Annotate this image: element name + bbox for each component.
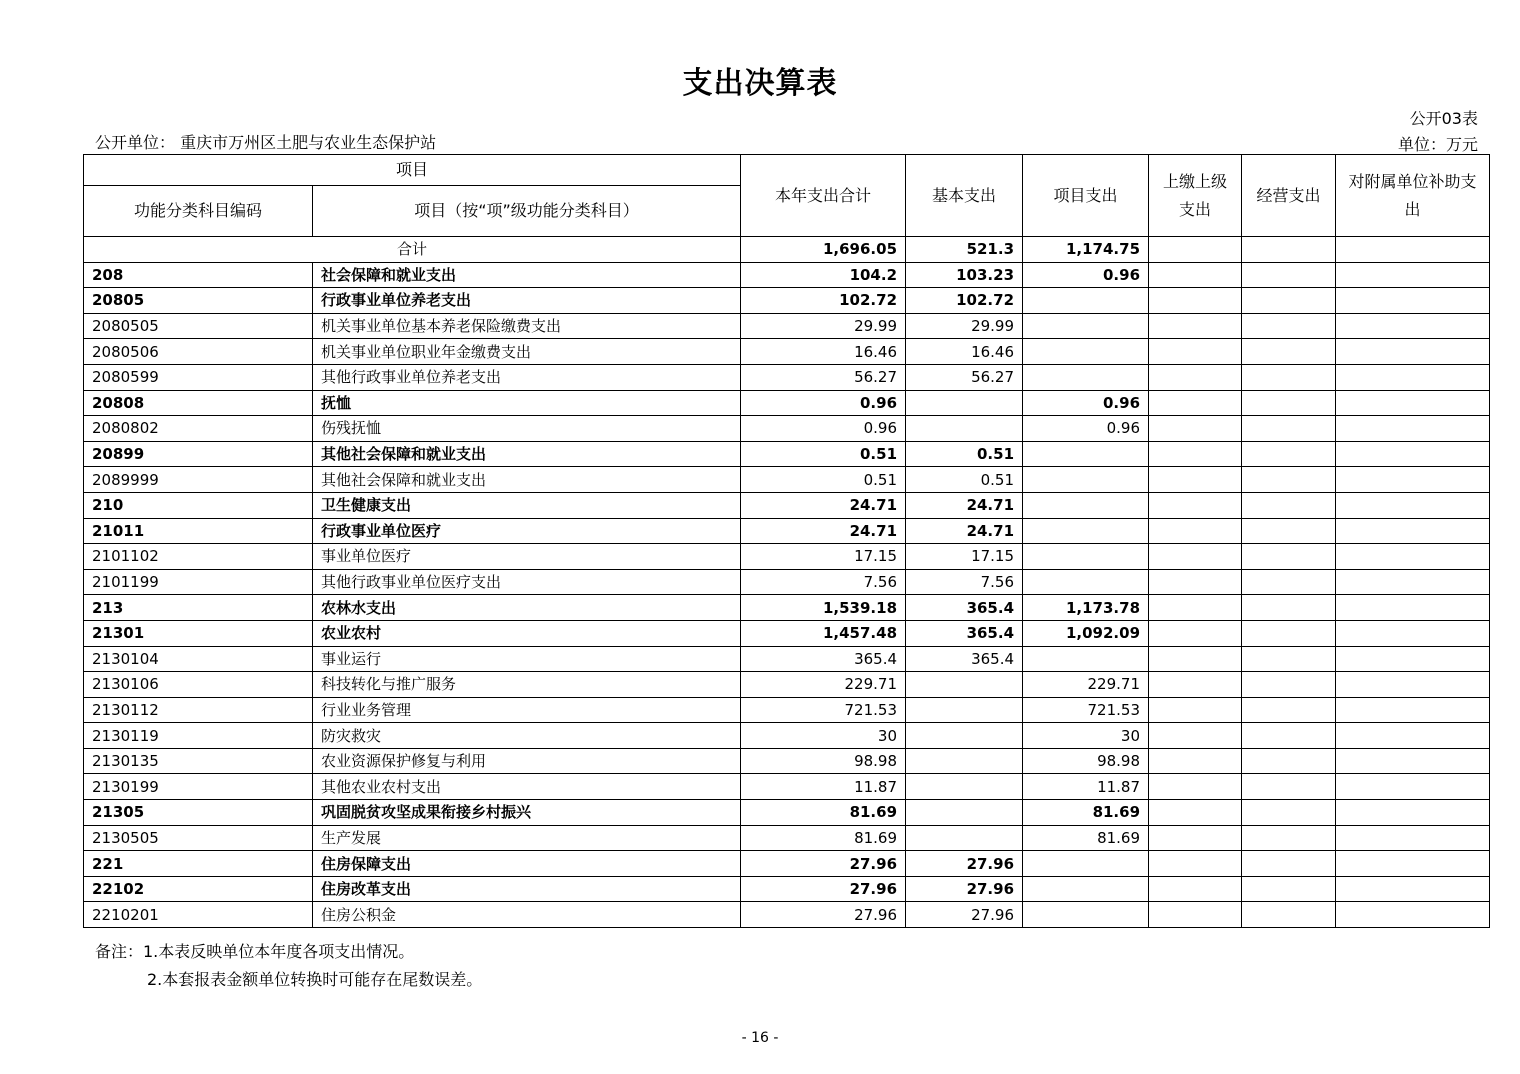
row-code: 2080506 [84, 339, 313, 365]
row-subsidy [1336, 851, 1490, 877]
row-subsidy [1336, 697, 1490, 723]
row-project [1023, 646, 1149, 672]
row-project: 81.69 [1023, 825, 1149, 851]
header-upper: 上缴上级支出 [1149, 155, 1242, 237]
row-total: 104.2 [741, 262, 906, 288]
row-upper [1149, 544, 1242, 570]
row-name: 科技转化与推广服务 [313, 672, 741, 698]
row-total: 29.99 [741, 313, 906, 339]
row-business [1242, 851, 1336, 877]
row-business [1242, 416, 1336, 442]
row-code: 2130135 [84, 748, 313, 774]
total-row [84, 237, 1490, 263]
row-business [1242, 313, 1336, 339]
row-total: 102.72 [741, 288, 906, 314]
row-subsidy [1336, 416, 1490, 442]
row-subsidy [1336, 620, 1490, 646]
table-row [84, 518, 1490, 544]
row-name: 其他社会保障和就业支出 [313, 441, 741, 467]
header-code: 功能分类科目编码 [84, 186, 313, 237]
row-project: 0.96 [1023, 262, 1149, 288]
total-amount: 1,696.05 [741, 237, 906, 263]
row-total: 1,539.18 [741, 595, 906, 621]
row-subsidy [1336, 313, 1490, 339]
row-basic [906, 800, 1023, 826]
row-upper [1149, 595, 1242, 621]
row-basic: 27.96 [906, 851, 1023, 877]
table-row [84, 595, 1490, 621]
currency-unit: 单位：万元 [1397, 135, 1478, 154]
row-code: 2210201 [84, 902, 313, 928]
row-name: 事业单位医疗 [313, 544, 741, 570]
row-project [1023, 569, 1149, 595]
row-upper [1149, 288, 1242, 314]
row-subsidy [1336, 876, 1490, 902]
row-code: 21301 [84, 620, 313, 646]
row-subsidy [1336, 774, 1490, 800]
row-subsidy [1336, 646, 1490, 672]
row-business [1242, 262, 1336, 288]
row-project [1023, 851, 1149, 877]
page-number: - 16 - [741, 1030, 779, 1046]
row-upper [1149, 774, 1242, 800]
row-subsidy [1336, 339, 1490, 365]
row-subsidy [1336, 467, 1490, 493]
row-total: 24.71 [741, 518, 906, 544]
row-name: 行政事业单位医疗 [313, 518, 741, 544]
table-row [84, 441, 1490, 467]
row-code: 2101199 [84, 569, 313, 595]
row-business [1242, 518, 1336, 544]
total-upper [1149, 237, 1242, 263]
row-upper [1149, 851, 1242, 877]
table-row [84, 748, 1490, 774]
row-total: 98.98 [741, 748, 906, 774]
row-name: 卫生健康支出 [313, 492, 741, 518]
row-business [1242, 672, 1336, 698]
row-name: 抚恤 [313, 390, 741, 416]
row-business [1242, 646, 1336, 672]
row-project: 81.69 [1023, 800, 1149, 826]
row-upper [1149, 313, 1242, 339]
row-upper [1149, 441, 1242, 467]
row-code: 2130119 [84, 723, 313, 749]
row-basic [906, 825, 1023, 851]
row-business [1242, 876, 1336, 902]
table-row [84, 492, 1490, 518]
row-name: 其他行政事业单位医疗支出 [313, 569, 741, 595]
row-total: 0.96 [741, 390, 906, 416]
row-code: 2130104 [84, 646, 313, 672]
row-upper [1149, 825, 1242, 851]
row-basic [906, 416, 1023, 442]
row-basic: 103.23 [906, 262, 1023, 288]
table-row [84, 672, 1490, 698]
row-name: 防灾救灾 [313, 723, 741, 749]
row-total: 229.71 [741, 672, 906, 698]
table-row [84, 364, 1490, 390]
row-upper [1149, 672, 1242, 698]
row-name: 生产发展 [313, 825, 741, 851]
table-row [84, 390, 1490, 416]
row-upper [1149, 902, 1242, 928]
page-title: 支出决算表 [682, 66, 838, 101]
row-basic: 56.27 [906, 364, 1023, 390]
expenditure-table [83, 154, 1490, 928]
row-name: 住房公积金 [313, 902, 741, 928]
row-total: 17.15 [741, 544, 906, 570]
row-code: 210 [84, 492, 313, 518]
row-total: 81.69 [741, 800, 906, 826]
row-code: 2080505 [84, 313, 313, 339]
row-total: 11.87 [741, 774, 906, 800]
row-upper [1149, 620, 1242, 646]
row-total: 0.51 [741, 467, 906, 493]
row-subsidy [1336, 262, 1490, 288]
row-subsidy [1336, 825, 1490, 851]
row-project [1023, 313, 1149, 339]
table-row [84, 620, 1490, 646]
row-name: 其他农业农村支出 [313, 774, 741, 800]
row-upper [1149, 800, 1242, 826]
row-project [1023, 339, 1149, 365]
row-basic: 17.15 [906, 544, 1023, 570]
total-label: 合计 [84, 237, 741, 263]
row-basic: 365.4 [906, 620, 1023, 646]
row-code: 208 [84, 262, 313, 288]
reporting-unit: 公开单位： 重庆市万州区土肥与农业生态保护站 [95, 133, 437, 152]
row-subsidy [1336, 288, 1490, 314]
note-line-2: 2.本套报表金额单位转换时可能存在尾数误差。 [147, 970, 483, 989]
row-total: 27.96 [741, 876, 906, 902]
table-row [84, 569, 1490, 595]
row-name: 住房改革支出 [313, 876, 741, 902]
total-basic: 521.3 [906, 237, 1023, 263]
row-code: 21011 [84, 518, 313, 544]
row-project: 0.96 [1023, 416, 1149, 442]
row-business [1242, 288, 1336, 314]
form-number: 公开03表 [1409, 109, 1478, 128]
table-row [84, 723, 1490, 749]
row-name: 行政事业单位养老支出 [313, 288, 741, 314]
row-basic [906, 697, 1023, 723]
header-item-group: 项目 [84, 155, 741, 186]
row-business [1242, 620, 1336, 646]
row-basic: 0.51 [906, 467, 1023, 493]
header-basic: 基本支出 [906, 155, 1023, 237]
row-upper [1149, 723, 1242, 749]
row-name: 农业农村 [313, 620, 741, 646]
total-project: 1,174.75 [1023, 237, 1149, 263]
table-row [84, 851, 1490, 877]
row-basic: 7.56 [906, 569, 1023, 595]
row-project [1023, 364, 1149, 390]
table-row [84, 646, 1490, 672]
row-project [1023, 467, 1149, 493]
row-project: 1,092.09 [1023, 620, 1149, 646]
row-subsidy [1336, 595, 1490, 621]
row-basic: 0.51 [906, 441, 1023, 467]
row-subsidy [1336, 390, 1490, 416]
row-code: 20805 [84, 288, 313, 314]
table-row [84, 825, 1490, 851]
row-business [1242, 544, 1336, 570]
row-subsidy [1336, 364, 1490, 390]
row-total: 0.51 [741, 441, 906, 467]
row-project: 98.98 [1023, 748, 1149, 774]
row-name: 农林水支出 [313, 595, 741, 621]
row-basic: 24.71 [906, 492, 1023, 518]
row-basic: 365.4 [906, 646, 1023, 672]
row-basic: 29.99 [906, 313, 1023, 339]
row-total: 27.96 [741, 851, 906, 877]
row-code: 2130199 [84, 774, 313, 800]
row-project [1023, 441, 1149, 467]
row-basic [906, 723, 1023, 749]
table-row [84, 288, 1490, 314]
row-basic: 27.96 [906, 902, 1023, 928]
row-project [1023, 518, 1149, 544]
row-business [1242, 774, 1336, 800]
row-code: 20808 [84, 390, 313, 416]
row-total: 56.27 [741, 364, 906, 390]
total-business [1242, 237, 1336, 263]
row-project [1023, 492, 1149, 518]
row-total: 0.96 [741, 416, 906, 442]
row-business [1242, 697, 1336, 723]
row-total: 16.46 [741, 339, 906, 365]
row-business [1242, 723, 1336, 749]
row-business [1242, 569, 1336, 595]
row-basic: 27.96 [906, 876, 1023, 902]
table-row [84, 544, 1490, 570]
row-basic [906, 672, 1023, 698]
row-code: 2130106 [84, 672, 313, 698]
row-upper [1149, 748, 1242, 774]
table-row [84, 262, 1490, 288]
row-code: 2080599 [84, 364, 313, 390]
row-subsidy [1336, 441, 1490, 467]
row-code: 2101102 [84, 544, 313, 570]
row-subsidy [1336, 748, 1490, 774]
row-name: 其他社会保障和就业支出 [313, 467, 741, 493]
row-total: 721.53 [741, 697, 906, 723]
row-basic: 16.46 [906, 339, 1023, 365]
row-upper [1149, 390, 1242, 416]
row-business [1242, 825, 1336, 851]
row-project [1023, 876, 1149, 902]
row-subsidy [1336, 544, 1490, 570]
row-total: 7.56 [741, 569, 906, 595]
header-row [84, 155, 1490, 186]
row-name: 巩固脱贫攻坚成果衔接乡村振兴 [313, 800, 741, 826]
row-subsidy [1336, 672, 1490, 698]
table-row [84, 902, 1490, 928]
row-code: 22102 [84, 876, 313, 902]
row-code: 221 [84, 851, 313, 877]
row-upper [1149, 569, 1242, 595]
header-project: 项目支出 [1023, 155, 1149, 237]
table-row [84, 339, 1490, 365]
row-code: 2130505 [84, 825, 313, 851]
row-business [1242, 800, 1336, 826]
row-basic: 365.4 [906, 595, 1023, 621]
row-upper [1149, 697, 1242, 723]
row-subsidy [1336, 723, 1490, 749]
row-business [1242, 492, 1336, 518]
row-business [1242, 364, 1336, 390]
row-project: 11.87 [1023, 774, 1149, 800]
row-business [1242, 595, 1336, 621]
table-row [84, 774, 1490, 800]
row-code: 213 [84, 595, 313, 621]
row-total: 24.71 [741, 492, 906, 518]
header-total: 本年支出合计 [741, 155, 906, 237]
total-subsidy [1336, 237, 1490, 263]
row-name: 社会保障和就业支出 [313, 262, 741, 288]
row-code: 2089999 [84, 467, 313, 493]
note-line-1: 备注：1.本表反映单位本年度各项支出情况。 [95, 942, 415, 961]
row-upper [1149, 262, 1242, 288]
table-row [84, 416, 1490, 442]
row-name: 其他行政事业单位养老支出 [313, 364, 741, 390]
row-code: 20899 [84, 441, 313, 467]
row-project: 1,173.78 [1023, 595, 1149, 621]
table-row [84, 313, 1490, 339]
row-project [1023, 902, 1149, 928]
row-subsidy [1336, 492, 1490, 518]
row-upper [1149, 339, 1242, 365]
row-name: 伤残抚恤 [313, 416, 741, 442]
row-basic: 102.72 [906, 288, 1023, 314]
row-basic [906, 774, 1023, 800]
row-business [1242, 748, 1336, 774]
row-subsidy [1336, 518, 1490, 544]
table-row [84, 800, 1490, 826]
row-project: 0.96 [1023, 390, 1149, 416]
notes [95, 938, 482, 994]
row-upper [1149, 876, 1242, 902]
row-basic [906, 748, 1023, 774]
row-business [1242, 467, 1336, 493]
row-total: 1,457.48 [741, 620, 906, 646]
table-row [84, 876, 1490, 902]
row-total: 30 [741, 723, 906, 749]
row-project: 229.71 [1023, 672, 1149, 698]
row-code: 2130112 [84, 697, 313, 723]
row-code: 2080802 [84, 416, 313, 442]
row-basic [906, 390, 1023, 416]
row-name: 事业运行 [313, 646, 741, 672]
row-upper [1149, 416, 1242, 442]
header-subsidy: 对附属单位补助支出 [1336, 155, 1490, 237]
row-business [1242, 339, 1336, 365]
row-business [1242, 390, 1336, 416]
header-name: 项目（按“项”级功能分类科目） [313, 186, 741, 237]
row-total: 81.69 [741, 825, 906, 851]
row-upper [1149, 646, 1242, 672]
row-total: 27.96 [741, 902, 906, 928]
row-name: 机关事业单位职业年金缴费支出 [313, 339, 741, 365]
header-business: 经营支出 [1242, 155, 1336, 237]
table-row [84, 467, 1490, 493]
row-total: 365.4 [741, 646, 906, 672]
row-name: 机关事业单位基本养老保险缴费支出 [313, 313, 741, 339]
table-row [84, 697, 1490, 723]
row-subsidy [1336, 569, 1490, 595]
row-subsidy [1336, 800, 1490, 826]
row-upper [1149, 492, 1242, 518]
row-upper [1149, 364, 1242, 390]
row-project: 30 [1023, 723, 1149, 749]
row-basic: 24.71 [906, 518, 1023, 544]
row-subsidy [1336, 902, 1490, 928]
row-name: 行业业务管理 [313, 697, 741, 723]
row-name: 农业资源保护修复与利用 [313, 748, 741, 774]
row-business [1242, 441, 1336, 467]
row-upper [1149, 467, 1242, 493]
row-project: 721.53 [1023, 697, 1149, 723]
row-upper [1149, 518, 1242, 544]
row-name: 住房保障支出 [313, 851, 741, 877]
row-project [1023, 544, 1149, 570]
row-project [1023, 288, 1149, 314]
row-business [1242, 902, 1336, 928]
row-code: 21305 [84, 800, 313, 826]
